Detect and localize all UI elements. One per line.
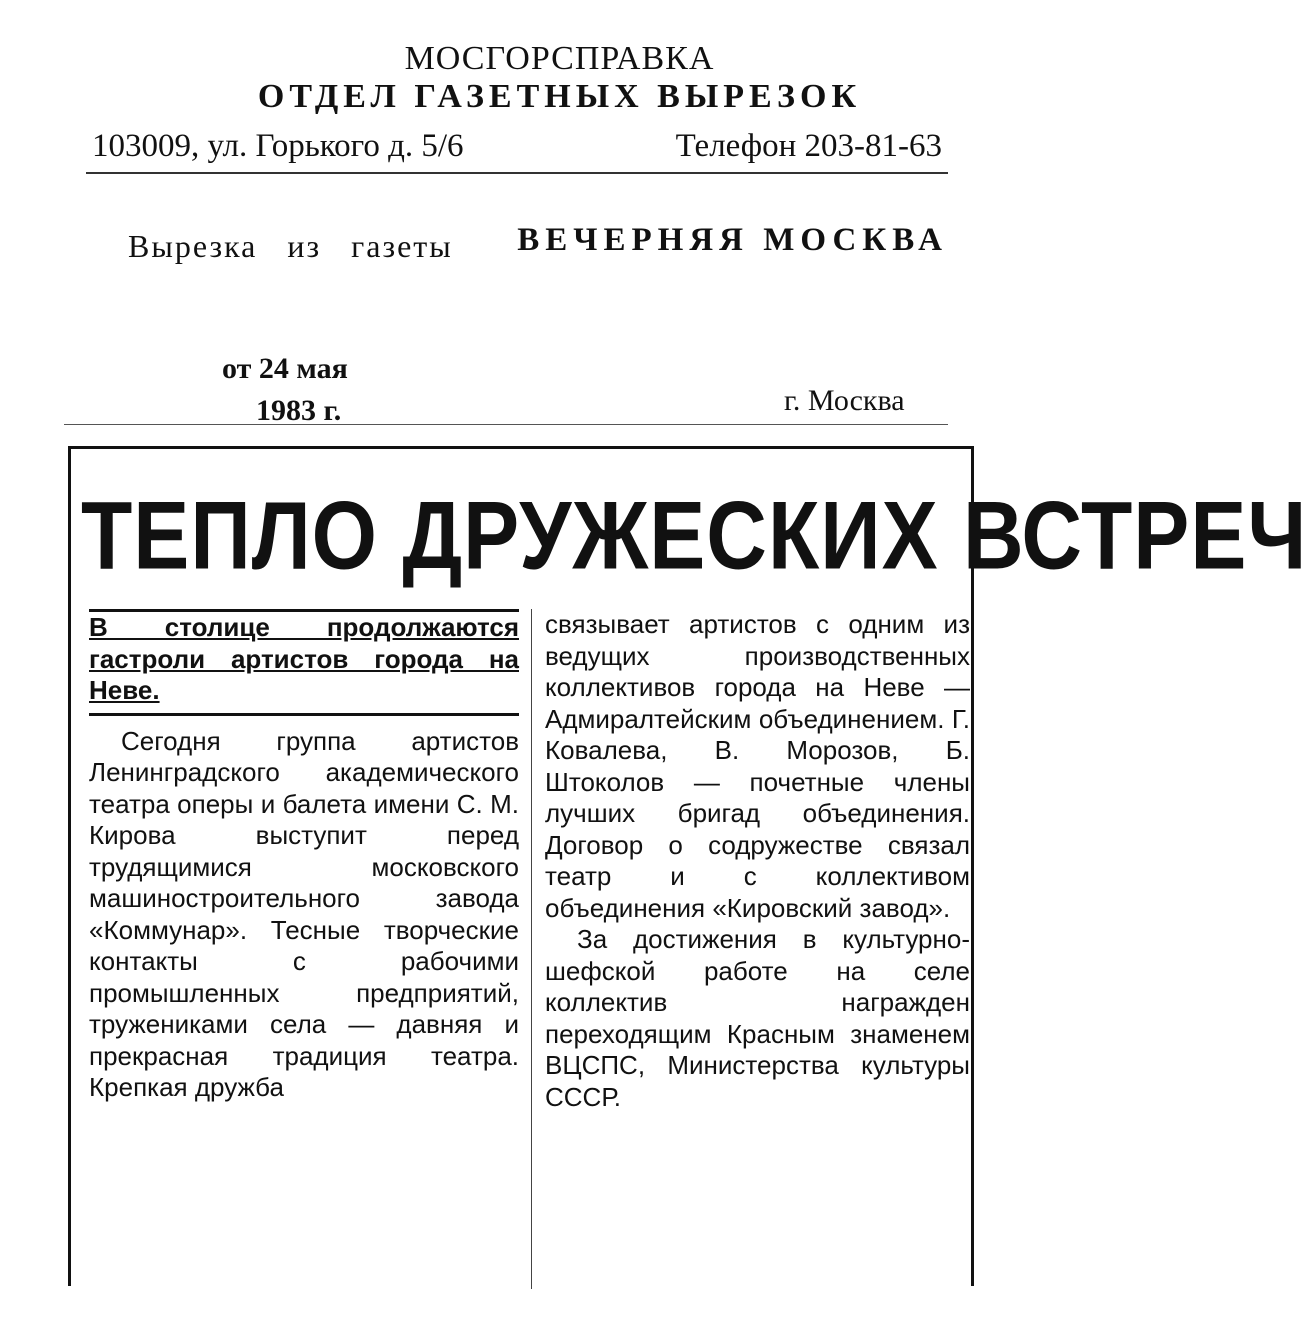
column-divider [531,609,532,1289]
article-column-right [545,609,970,1113]
org-name: МОСГОРСПРАВКА [404,40,715,77]
headline: ТЕПЛО ДРУЖЕСКИХ ВСТРЕЧ [81,481,1307,590]
clipping-label-2: из [287,228,322,264]
clipping-date: от 24 мая [222,352,348,385]
phone: Телефон 203-81-63 [675,128,942,164]
clipping-label-3: газеты [351,228,453,264]
address: 103009, ул. Горького д. 5/6 [92,128,464,164]
clipping-label-1: Вырезка [128,228,258,264]
clipping-source [128,222,948,265]
paragraph: связывает артистов с одним из ведущих производственных коллективов города на Неве — Адмиралтейским объединением. Г. Ковалева, В. Морозов, Б. Штоколов — почетные члены лучших бригад объединения. Договор о содружестве связал театр и с коллективом объединения «Кировский завод». [545,609,970,923]
newspaper-name: ВЕЧЕРНЯЯ МОСКВА [517,222,948,258]
clipping-year: 1983 г. [256,394,342,427]
article [68,446,1307,1286]
address-line [92,128,942,165]
divider [64,424,948,425]
article-column-left [89,609,519,1104]
paragraph: За достижения в культурно-шефской работе на селе коллектив награжден переходящим Красным знаменем ВЦСПС, Министерства культуры СССР. [545,924,970,1112]
paragraph: Сегодня группа артистов Ленинградского академического театра оперы и балета имени С. М. Кирова выступит перед трудящимися московского машиностроительного завода «Коммунар». Тесные творческие контакты с рабочими промышленных предприятий, тружениками села — давняя и прекрасная традиция театра. Крепкая дружба [89,725,519,1102]
clipping-city: г. Москва [784,384,905,417]
lede: В столице продолжаются гастроли артистов города на Неве. [89,609,519,716]
department-name: ОТДЕЛ ГАЗЕТНЫХ ВЫРЕЗОК [257,78,862,115]
divider [86,172,948,174]
